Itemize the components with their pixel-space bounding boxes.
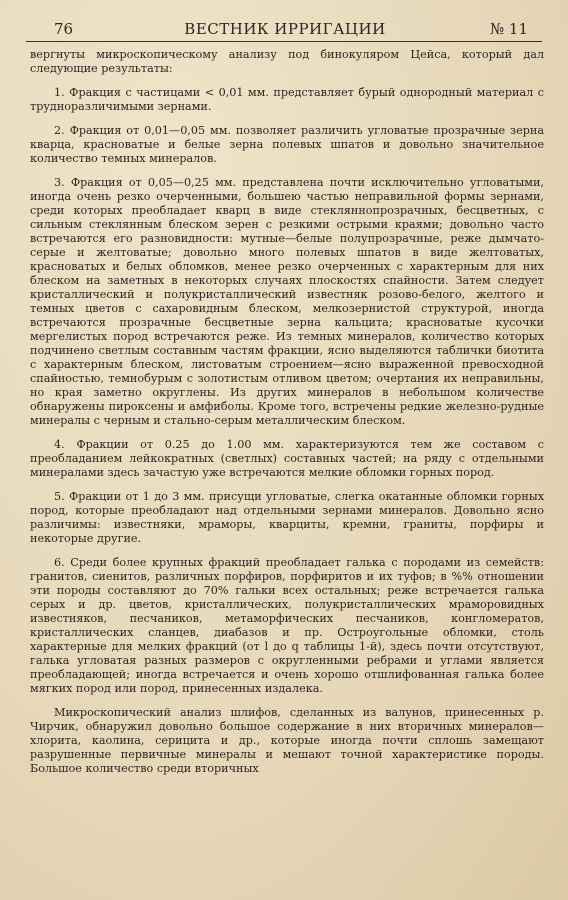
paragraph-microscopic-analysis: Микроскопический анализ шлифов, сделанных из валунов, принесенных р. Чирчик, обнаружил довольно большое содержание в них вторичных минералов—хлорита, каолина, серицита и др., которые иногда почти сплошь замещают разрушенные первичные минералы и мешают точной характеристике породы. Большое количество среди вторичных <box>30 706 544 775</box>
page-header <box>30 20 540 40</box>
paragraph-fraction-6: 6. Среди более крупных фракций преобладает галька с породами из семейств: гранитов, сиенитов, различных порфиров, порфиритов и их туфов; в %% отношении эти породы составляют до 70% гальки всех остальных; реже встречается галька серых и др. цветов, кристаллических, полукристаллических мраморовидных известняков, песчаников, метаморфических песчаников, конгломератов, кристаллических сланцев, диабазов и пр. Остроугольные обломки, столь характерные для мелких фракций (от l до q таблицы 1-й), здесь почти отсутствуют, галька угловатая разных размеров с округленными ребрами и углами является преобладающей; иногда встречается и очень хорошо отшлифованная галька более мягких пород или пород, принесенных издалека. <box>30 556 544 695</box>
issue-number: № 11 <box>489 20 528 38</box>
article-body <box>30 48 544 776</box>
paragraph-fraction-2: 2. Фракция от 0,01—0,05 мм. позволяет различить угловатые прозрачные зерна кварца, красноватые и белые зерна полевых шпатов и довольно значительное количество темных минералов. <box>30 124 544 165</box>
page-number: 76 <box>54 20 74 38</box>
header-rule <box>26 41 542 42</box>
paragraph-continuation: вергнуты микроскопическому анализу под бинокуляром Цейса, который дал следующие результаты: <box>30 48 544 75</box>
journal-title: ВЕСТНИК ИРРИГАЦИИ <box>184 20 386 38</box>
paragraph-fraction-5: 5. Фракции от 1 до 3 мм. присущи угловатые, слегка окатанные обломки горных пород, которые преобладают над отдельными зернами минералов. Довольно ясно различимы: известняки, мраморы, кварциты, кремни, граниты, порфиры и некоторые другие. <box>30 490 544 545</box>
paragraph-fraction-3: 3. Фракция от 0,05—0,25 мм. представлена почти исключительно угловатыми, иногда очень резко очерченными, большею частью неправильной формы зернами, среди которых преобладает кварц в виде стекляннопрозрачных, бесцветных, с сильным стеклянным блеском зерен с резкими острыми краями; довольно часто встречаются его разновидности: мутные—белые полупрозрачные, реже дымчато-серые и желтоватые; довольно много полевых шпатов в виде желтоватых, красноватых и белых обломков, менее резко очерченных с характерным для них блеском на заметных в некоторых случаях плоскостях спайности. Затем следует кристаллический и полукристаллический известняк розово-белого, желтого и темных цветов с сахаровидным блеском, мелкозернистой структурой, иногда встречаются прозрачные бесцветные зерна кальцита; красноватые кусочки мергелистых пород встречаются реже. Из темных минералов, количество которых подчинено светлым составным частям фракции, ясно выделяются таблички биотита с характерным блеском, листоватым строением—ясно выраженной превосходной спайностью, темнобурым с золотистым отливом цветом; очертания их неправильны, но края заметно округлены. Из других минералов в небольшом количестве обнаружены пироксены и амфиболы. Кроме того, встречены редкие железно-рудные минералы с черным и стально-серым металлическим блеском. <box>30 176 544 427</box>
paragraph-fraction-1: 1. Фракция с частицами < 0,01 мм. представляет бурый однородный материал с трудноразличимыми зернами. <box>30 86 544 113</box>
paragraph-fraction-4: 4. Фракции от 0.25 до 1.00 мм. характеризуются тем же составом с преобладанием лейкократных (светлых) составных частей; на ряду с отдельными минералами здесь зачастую уже встречаются мелкие обломки горных пород. <box>30 438 544 479</box>
